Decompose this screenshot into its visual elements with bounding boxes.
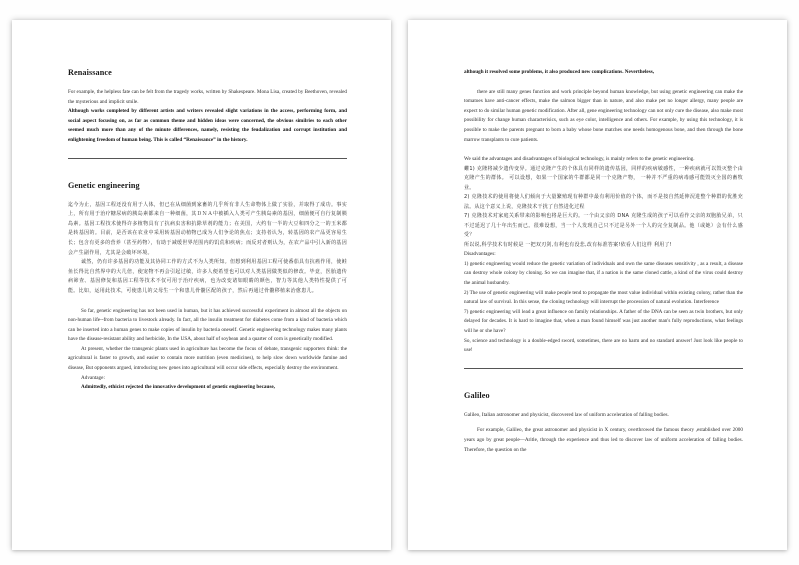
paragraph-genetic-english-1: So far, genetic engineering has not been used in human, but it has achieved successful experiment in almost all the objects on non-human life--from bacteria to livestock already. In fact, all the insulin treatment for diabetes come from a kind of bacteria which can be inserted into a human genes to make copies of insulin by bacteria oneself. Genetic engineering technology makes many plants have the disease-resistant ability and herbicide, In the USA, about half of soybean and a quarter of corn is genetically modified. xyxy=(68,307,347,343)
paragraph-disadvantage-3: 7) genetic engineering will lead a great influence on family relationships. A father of the DNA can be seen as twin brothers, but only delayed for decades. It is hard to imagine that, when a man found himself was just another man's fully reproductions, what feelings will he or she have? xyxy=(464,308,743,334)
paragraph-chinese-item-2: 2) 克隆技术的使用将使人们倾向于大量繁殖现有种群中最有利用价值的个体，而不是按自然延伸況进整个种群的优胜充法。从这个意义上说，克隆技术干扰了自然进化过程 xyxy=(464,194,743,210)
paragraph-chinese-item-1: 蠸1) 克隆将减少遗传变异。通过克隆产生的个体具有同样的遗传基因，同样的疾病敏感性，一种疾病就可以毁灭整个由克隆产生的群体。 可以设想，如果一个国家的牛群都是同一个克隆产物， 一种并不严重的病毒感可能毁灭全国的畜牧业。 xyxy=(464,165,743,191)
page-2-content xyxy=(464,68,743,455)
paragraph-genetic-chinese-1: 迄今为止，基因工程还没有用于人体，但已在从细菌到家畜的几乎所有非人生命物体上做了实验，并取得了成功。事实上，所有用于治疗糖尿病的胰岛素都来自一种细菌，其ＤＮＡ中被插入人类可产生胰岛素的基因，细菌便可自行复制胰岛素。基因工程技术使得许多植物具有了抗病虫害和抗除草剂的能力；在美国，大约有一半的大豆和四分之一的玉米都是转基因的。目前，是否该在农业中采用转基因动植物已成为人们争论的焦点；支持者认为，转基因的农产品更容易生长；包含有更多的营养（甚至药物），有助于减缓世界范围内的饥荒和疾病；而反对者则认为，在农产品中引入新的基因会产生副作用，尤其是会破坏环境。 xyxy=(68,201,347,256)
spacer-3 xyxy=(464,78,743,88)
heading-renaissance: Renaissance xyxy=(68,68,112,77)
paragraph-disadvantage-2: 2) The use of genetic engineering will make people tend to propagate the most value individual within existing colony, rather than the natural law of survival. In this sense, the cloning technology will interrupt the procession of natural evolution. Interference xyxy=(464,289,743,306)
paragraph-renaissance-intro: For example, the helpless fate can be felt from the tragedy works, written by Shakespeare. Mona Lisa, created by Beethoven, revealed the mysterious and implicit smile. xyxy=(68,89,347,105)
spacer-1 xyxy=(68,159,347,181)
label-disadvantages: Disadvantages: xyxy=(464,251,496,258)
spacer-2 xyxy=(68,297,347,307)
document-page-2[interactable] xyxy=(408,20,787,550)
spacer-5 xyxy=(464,369,743,391)
paragraph-galileo-2: For example, Galileo, the great astronomer and physicist in X century, overthrowed the famous theory ,established over 2000 years ago by great people—Aritle, through the experience and thus led to discover law of uniform acceleration of falling bodies. Therefore, the question on the xyxy=(464,427,743,453)
paragraph-disadvantage-conclusion: So, science and technology is a double-edged sword, sometimes, there are no harm and no standard answer! Just look like people to use! xyxy=(464,337,743,354)
paragraph-galileo-1: Galileo, Italian astronomer and physicist, discovered law of uniform acceleration of falling bodies. xyxy=(464,411,669,418)
paragraph-chinese-item-3: 7) 克隆技术对家庭关系带来的影响也将是巨大的。一个由父亲的 DNA 克隆生成的孩子可以看作父亲的双胞胎兄弟，只不过延迟了几十年出生而已。很难设想，当一个人发现自己只不过是另外一个人的完全复制品。他（或她）会有什么感受？ xyxy=(464,213,743,239)
paragraph-chinese-conclusion: 所以说,科学技术有时候是 一把双刃剑,有利也有没悲,改有标准答案!依看人们这样 利用了! xyxy=(464,241,672,248)
paragraph-genetic-english-3: there are still many genes function and work principle beyond human knowledge, but using genetic engineering can make the tomatoes have anti-cancer effects, make the salmon bigger than in nature, and also make pet no longer allergy, many people are expect to do similar human genetic modification. After all, gene engineering technology can not only cure the disease, also make most possibility for change human characterisics, such as eye color, intelligence and others. For example, by using this technology, it is possible to make the parents pregnant to born a baby whose bone matches one needs homogenous bone, and then through the bone marrow transplants to cure patients. xyxy=(464,88,743,143)
page-1-content xyxy=(68,68,347,393)
paragraph-genetic-english-2: At present, whether the transgenic plants used in agriculture has become the focus of debate, transgenic supporters think: the agricultural is faster to growth, and easier to contain more nutrition (even medicines), to help slow down worldwide famine and disease, But opponents argued, introducing new genes into agricultural will occur side effects, especially destroy the environment. xyxy=(68,345,347,372)
heading-galileo: Galileo xyxy=(464,390,490,400)
heading-genetic-engineering: Genetic engineering xyxy=(68,180,140,190)
paragraph-summary-english: We said the advantages and disadvantages of biological technology, is mainly refers to the genetic engineering. xyxy=(464,156,695,163)
label-advantage: Advantage: xyxy=(81,374,105,381)
spacer-4 xyxy=(464,145,743,155)
paragraph-genetic-chinese-2: 诚然，仍有许多基因的功能及其协同工作的方式不为人类所知。但想到利用基因工程可使番茄具有抗癌作用，使鲑鱼长得比自然界中的大几倍，使宠物不再会引起过敏，许多人便希望也可以对人类基因做类似的修改。毕竟，医胎遗传病筛查、基因修复和基因工程等技术不仅可用于治疗疾病，也为改变诸如眼睛的颜色，智力等其他人类特性提供了可能。比如，运用此技术，可使患儿的父母生一个和患儿骨髓区配的孩子，然后再通过骨髓移植来治愈患儿。 xyxy=(68,259,347,294)
paragraph-advantage-bold: Admittedly, ethicist rejected the innovative development of genetic engineering because, xyxy=(81,384,275,391)
paragraph-disadvantage-1: 1) genetic engineering would reduce the genetic variation of individuals and own the same diseases sensitivity , as a result, a disease can destroy whole colony by cloning. So we can imagine that, if a nation is the same cloned cattle, a kind of the virus could destroy the animal husbandry. xyxy=(464,260,743,287)
document-page-1[interactable] xyxy=(12,20,391,550)
paragraph-renaissance-bold: Although works completed by different artists and writers revealed slight variations in the access, performing form, and social aspect focusing on, as far as common theme and hidden ideas were concerned, the obvious similries to each other seemed much more than any of the minute differences, namely, resisting the feudalization and corrupt institution and enlightening freedom of human being. This is called “Renaissance” in the history. xyxy=(68,108,347,143)
paragraph-continuation-bold: although it resolved some problems, it also produced new complications. Nevertheless, xyxy=(464,69,655,75)
